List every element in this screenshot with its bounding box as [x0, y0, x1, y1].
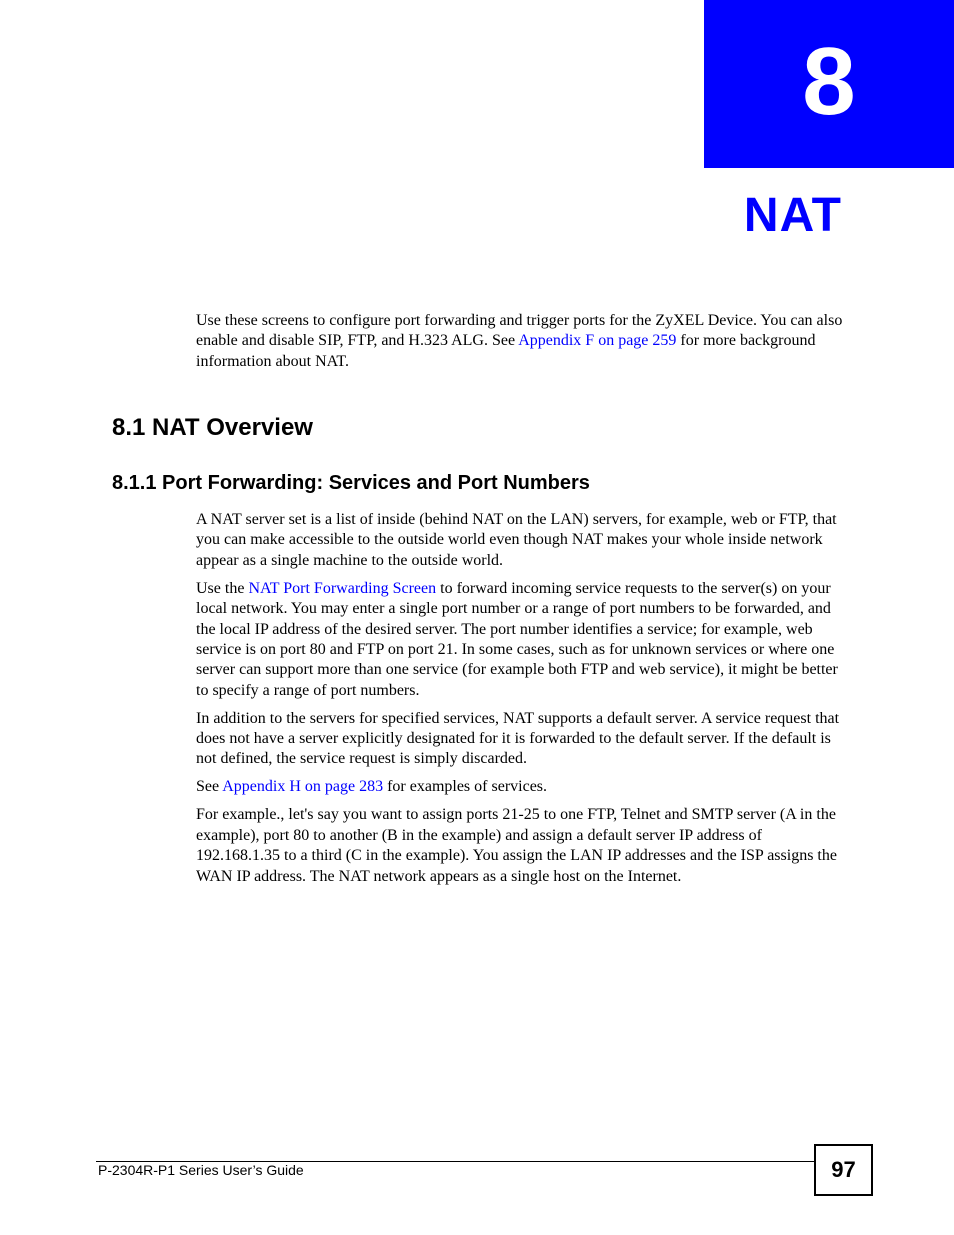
page-number: 97	[814, 1144, 873, 1196]
intro-text-end: for more background information about NAT.	[196, 332, 816, 370]
appendix-f-link[interactable]: Appendix F on page 259	[518, 332, 677, 350]
chapter-number-box	[704, 0, 954, 168]
paragraph-nat-server-set: A NAT server set is a list of inside (behind NAT on the LAN) servers, for example, web or FTP, that you can make accessible to the outside world even though NAT makes your whole inside network appear as a single machine to the outside world.	[196, 511, 837, 569]
appendix-h-link[interactable]: Appendix H on page 283	[222, 778, 384, 796]
section-heading-nat-overview: 8.1 NAT Overview	[112, 414, 313, 441]
chapter-title: NAT	[743, 189, 842, 242]
footer-guide-title: P-2304R-P1 Series User’s Guide	[98, 1162, 304, 1178]
chapter-number: 8	[802, 28, 856, 135]
paragraph-default-server: In addition to the servers for specified services, NAT supports a default server. A service request that does not have a server explicitly designated for it is forwarded to the default server. If the default is not defined, the service request is simply discarded.	[196, 709, 840, 768]
paragraph-text-start: See	[196, 778, 223, 796]
paragraph-text-start: Use the	[196, 579, 249, 597]
paragraph-see-appendix-h	[196, 777, 846, 797]
nat-port-forwarding-screen-link[interactable]: NAT Port Forwarding Screen	[248, 579, 437, 597]
intro-text-start: Use these screens to configure port forwarding and trigger ports for the ZyXEL Device. You can also enable and disable SIP, FTP, and H.323 ALG. See	[196, 312, 843, 350]
subsection-heading-port-forwarding: 8.1.1 Port Forwarding: Services and Port Numbers	[112, 472, 590, 494]
intro-paragraph	[196, 311, 846, 372]
paragraph-port-forwarding-screen	[196, 579, 846, 701]
port-forwarding-section	[196, 510, 846, 894]
paragraph-text-end: for examples of services.	[383, 778, 548, 796]
paragraph-example: For example., let's say you want to assign ports 21-25 to one FTP, Telnet and SMTP server (A in the example), port 80 to another (B in the example) and assign a default server IP address of 192.168.1.35 to a third (C in the example). You assign the LAN IP addresses and the ISP assigns the WAN IP address. The NAT network appears as a single host on the Internet.	[196, 806, 837, 885]
paragraph-text-end: to forward incoming service requests to the server(s) on your local network. You may enter a single port number or a range of port numbers to be forwarded, and the local IP address of the desired server. The port number identifies a service; for example, web service is on port 80 and FTP on port 21. In some cases, such as for unknown services or where one server can support more than one service (for example both FTP and web service), it might be better to specify a range of port numbers.	[196, 579, 838, 699]
